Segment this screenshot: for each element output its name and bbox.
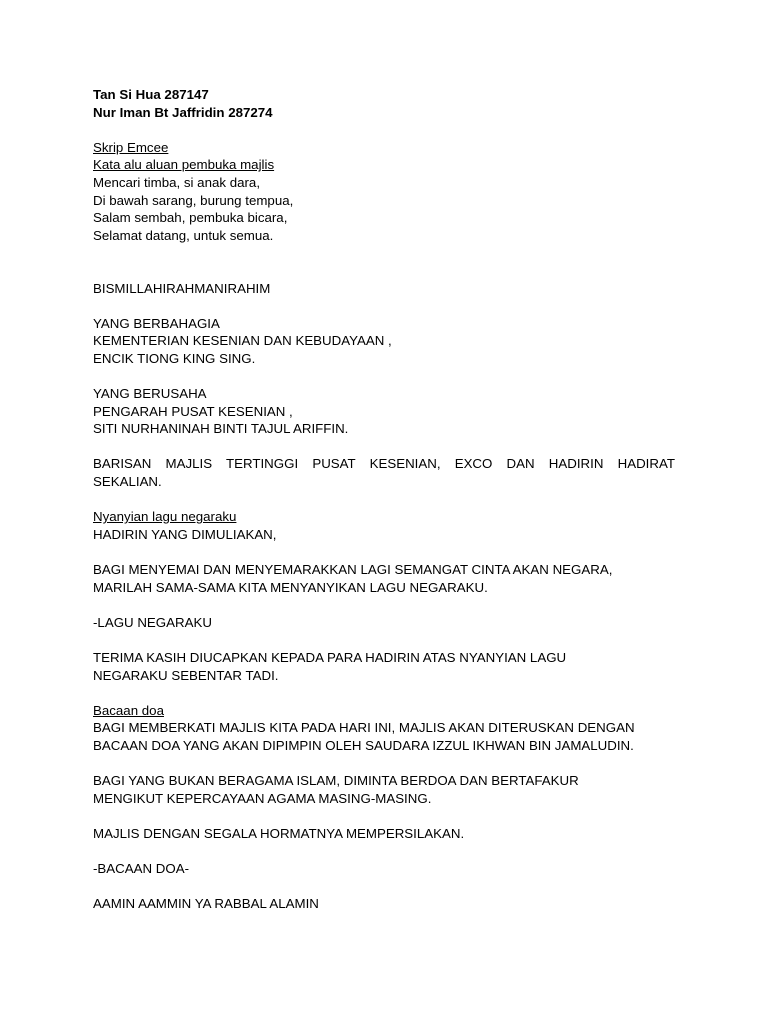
spacer xyxy=(93,491,675,509)
invite-line: MARILAH SAMA-SAMA KITA MENYANYIKAN LAGU NEGARAKU. xyxy=(93,579,488,595)
spacer xyxy=(93,438,675,456)
greeting-line: YANG BERUSAHA xyxy=(93,386,207,402)
cue-line: -LAGU NEGARAKU xyxy=(93,614,212,630)
spacer xyxy=(93,807,675,825)
greeting-line: ENCIK TIONG KING SING. xyxy=(93,350,256,366)
greeting-line: SEKALIAN. xyxy=(93,474,162,490)
spacer xyxy=(93,755,675,773)
spacer xyxy=(93,843,675,861)
greeting-line: KEMENTERIAN KESENIAN DAN KEBUDAYAAN , xyxy=(93,333,392,349)
section-heading-skrip: Skrip Emcee xyxy=(93,139,169,155)
spacer xyxy=(93,297,675,315)
invite-line: MAJLIS DENGAN SEGALA HORMATNYA MEMPERSILAKAN. xyxy=(93,825,465,841)
greeting-line: SITI NURHANINAH BINTI TAJUL ARIFFIN. xyxy=(93,421,349,437)
document-body xyxy=(93,86,675,913)
non-muslim-line: BAGI YANG BUKAN BERAGAMA ISLAM, DIMINTA BERDOA DAN BERTAFAKUR xyxy=(93,773,579,789)
doa-intro-line: BACAAN DOA YANG AKAN DIPIMPIN OLEH SAUDARA IZZUL IKHWAN BIN JAMALUDIN. xyxy=(93,737,634,753)
author-line-1: Tan Si Hua 287147 xyxy=(93,87,209,102)
greeting-line: BARISAN MAJLIS TERTINGGI PUSAT KESENIAN, EXCO DAN HADIRIN HADIRAT xyxy=(93,456,675,472)
spacer xyxy=(93,596,675,614)
spacer xyxy=(93,543,675,561)
bismillah-line: BISMILLAHIRAHMANIRAHIM xyxy=(93,280,271,296)
pantun-line: Selamat datang, untuk semua. xyxy=(93,227,274,243)
greeting-paragraph xyxy=(93,455,675,490)
invite-line: BAGI MENYEMAI DAN MENYEMARAKKAN LAGI SEMANGAT CINTA AKAN NEGARA, xyxy=(93,562,613,578)
spacer xyxy=(93,244,675,279)
doa-intro-line: BAGI MEMBERKATI MAJLIS KITA PADA HARI INI, MAJLIS AKAN DITERUSKAN DENGAN xyxy=(93,720,635,736)
pantun-line: Mencari timba, si anak dara, xyxy=(93,174,261,190)
amin-line: AAMIN AAMMIN YA RABBAL ALAMIN xyxy=(93,896,319,912)
author-line-2: Nur Iman Bt Jaffridin 287274 xyxy=(93,104,273,120)
greeting-line: PENGARAH PUSAT KESENIAN , xyxy=(93,403,293,419)
spacer xyxy=(93,368,675,386)
thanks-line: TERIMA KASIH DIUCAPKAN KEPADA PARA HADIRIN ATAS NYANYIAN LAGU xyxy=(93,650,567,665)
cue-line: -BACAAN DOA- xyxy=(93,861,190,877)
greeting-line: YANG BERBAHAGIA xyxy=(93,315,220,331)
address-line: HADIRIN YANG DIMULIAKAN, xyxy=(93,526,277,542)
non-muslim-line: MENGIKUT KEPERCAYAAN AGAMA MASING-MASING. xyxy=(93,790,432,806)
pantun-line: Salam sembah, pembuka bicara, xyxy=(93,210,288,226)
spacer xyxy=(93,631,675,649)
section-subheading-aluan: Kata alu aluan pembuka majlis xyxy=(93,157,275,173)
section-heading-negaraku: Nyanyian lagu negaraku xyxy=(93,509,237,525)
spacer xyxy=(93,684,675,702)
pantun-line: Di bawah sarang, burung tempua, xyxy=(93,192,294,208)
spacer xyxy=(93,121,675,139)
section-heading-doa: Bacaan doa xyxy=(93,702,164,718)
thanks-line: NEGARAKU SEBENTAR TADI. xyxy=(93,667,279,683)
spacer xyxy=(93,878,675,896)
